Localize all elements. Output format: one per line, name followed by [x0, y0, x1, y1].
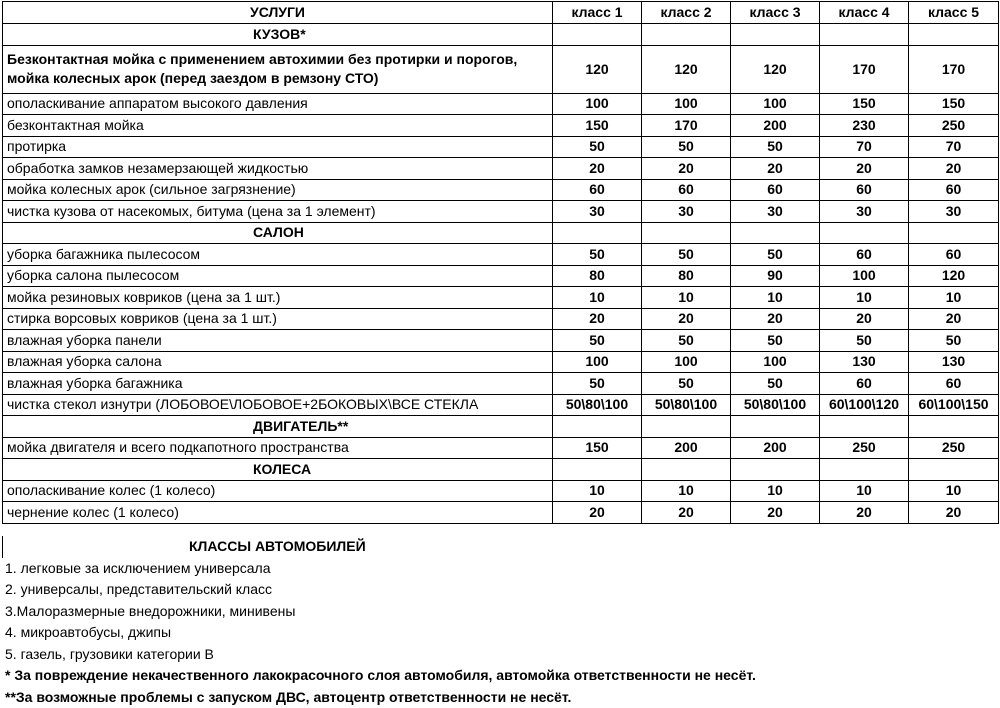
price-cell: 50 — [553, 244, 642, 266]
price-cell: 10 — [731, 480, 820, 502]
section-title: КУЗОВ* — [3, 24, 553, 46]
price-cell: 100 — [553, 351, 642, 373]
price-cell: 20 — [820, 502, 909, 524]
service-name: чернение колес (1 колесо) — [3, 502, 553, 524]
section-row — [3, 24, 999, 46]
car-class-item: 2. универсалы, представительский класс — [2, 579, 998, 601]
empty-cell — [820, 24, 909, 46]
service-row — [3, 330, 999, 352]
price-cell: 150 — [553, 437, 642, 459]
price-cell: 50 — [642, 330, 731, 352]
service-name: стирка ворсовых ковриков (цена за 1 шт.) — [3, 308, 553, 330]
service-row — [3, 502, 999, 524]
empty-cell — [909, 416, 999, 438]
service-row — [3, 179, 999, 201]
empty-cell — [820, 222, 909, 244]
service-row — [3, 351, 999, 373]
empty-cell — [731, 416, 820, 438]
price-cell: 90 — [731, 265, 820, 287]
service-row — [3, 373, 999, 395]
price-cell: 170 — [642, 115, 731, 137]
price-cell: 70 — [820, 136, 909, 158]
service-name: влажная уборка салона — [3, 351, 553, 373]
price-cell: 250 — [820, 437, 909, 459]
price-cell: 50 — [642, 373, 731, 395]
price-cell: 120 — [642, 45, 731, 93]
price-cell: 100 — [820, 265, 909, 287]
price-cell: 10 — [909, 480, 999, 502]
price-cell: 60 — [909, 373, 999, 395]
price-cell: 250 — [909, 437, 999, 459]
service-name: влажная уборка багажника — [3, 373, 553, 395]
service-name: обработка замков незамерзающей жидкостью — [3, 158, 553, 180]
service-row — [3, 136, 999, 158]
price-cell: 100 — [553, 93, 642, 115]
price-cell: 170 — [909, 45, 999, 93]
price-cell: 30 — [731, 201, 820, 223]
section-row — [3, 222, 999, 244]
price-cell: 50 — [731, 373, 820, 395]
empty-cell — [553, 24, 642, 46]
price-cell: 30 — [909, 201, 999, 223]
section-title: КОЛЕСА — [3, 459, 553, 481]
price-cell: 50 — [820, 330, 909, 352]
price-cell: 20 — [820, 158, 909, 180]
price-cell: 50\80\100 — [642, 394, 731, 416]
price-cell: 60\100\120 — [820, 394, 909, 416]
price-cell: 50 — [731, 136, 820, 158]
empty-cell — [909, 459, 999, 481]
price-cell: 80 — [642, 265, 731, 287]
service-name: уборка багажника пылесосом — [3, 244, 553, 266]
price-cell: 250 — [909, 115, 999, 137]
header-class-1: класс 1 — [553, 2, 642, 24]
price-cell: 50 — [642, 244, 731, 266]
header-class-2: класс 2 — [642, 2, 731, 24]
price-cell: 80 — [553, 265, 642, 287]
price-cell: 100 — [731, 93, 820, 115]
service-row — [3, 93, 999, 115]
car-class-item: 5. газель, грузовики категории В — [2, 644, 998, 666]
price-cell: 150 — [820, 93, 909, 115]
price-cell: 200 — [731, 437, 820, 459]
header-services: УСЛУГИ — [3, 2, 553, 24]
price-cell: 150 — [553, 115, 642, 137]
price-cell: 20 — [642, 308, 731, 330]
price-cell: 70 — [909, 136, 999, 158]
section-title: САЛОН — [3, 222, 553, 244]
price-table-body — [3, 2, 999, 524]
empty-cell — [642, 24, 731, 46]
price-cell: 60 — [731, 179, 820, 201]
price-cell: 100 — [642, 351, 731, 373]
price-cell: 130 — [909, 351, 999, 373]
service-name: ополаскивание аппаратом высокого давления — [3, 93, 553, 115]
price-cell: 10 — [553, 287, 642, 309]
price-cell: 230 — [820, 115, 909, 137]
service-row — [3, 244, 999, 266]
price-cell: 50 — [731, 330, 820, 352]
price-cell: 120 — [909, 265, 999, 287]
price-cell: 20 — [731, 158, 820, 180]
price-cell: 100 — [731, 351, 820, 373]
empty-cell — [642, 459, 731, 481]
header-row — [3, 2, 999, 24]
price-cell: 50 — [553, 136, 642, 158]
service-name: уборка салона пылесосом — [3, 265, 553, 287]
price-cell: 60 — [553, 179, 642, 201]
price-cell: 30 — [642, 201, 731, 223]
price-cell: 200 — [642, 437, 731, 459]
price-cell: 60 — [642, 179, 731, 201]
footnote-body: * За повреждение некачественного лакокрасочного слоя автомобиля, автомойка ответственности не несёт. — [2, 665, 998, 687]
header-class-4: класс 4 — [820, 2, 909, 24]
service-row — [3, 158, 999, 180]
empty-cell — [553, 459, 642, 481]
section-title: ДВИГАТЕЛЬ** — [3, 416, 553, 438]
service-name: влажная уборка панели — [3, 330, 553, 352]
service-row — [3, 265, 999, 287]
empty-cell — [820, 459, 909, 481]
service-name: чистка кузова от насекомых, битума (цена за 1 элемент) — [3, 201, 553, 223]
header-class-5: класс 5 — [909, 2, 999, 24]
price-cell: 10 — [731, 287, 820, 309]
price-cell: 20 — [909, 158, 999, 180]
empty-cell — [642, 222, 731, 244]
price-cell: 50 — [909, 330, 999, 352]
price-cell: 200 — [731, 115, 820, 137]
service-name: мойка резиновых ковриков (цена за 1 шт.) — [3, 287, 553, 309]
price-cell: 10 — [642, 480, 731, 502]
price-cell: 60\100\150 — [909, 394, 999, 416]
price-cell: 120 — [731, 45, 820, 93]
empty-cell — [909, 24, 999, 46]
empty-cell — [553, 222, 642, 244]
price-cell: 60 — [820, 244, 909, 266]
price-cell: 20 — [820, 308, 909, 330]
price-cell: 10 — [642, 287, 731, 309]
service-row — [3, 115, 999, 137]
car-class-item: 1. легковые за исключением универсала — [2, 558, 998, 580]
service-row — [3, 201, 999, 223]
price-cell: 60 — [909, 179, 999, 201]
car-class-item: 4. микроавтобусы, джипы — [2, 622, 998, 644]
price-cell: 150 — [909, 93, 999, 115]
service-row — [3, 394, 999, 416]
empty-cell — [820, 416, 909, 438]
section-row — [3, 416, 999, 438]
empty-cell — [909, 222, 999, 244]
price-table — [2, 1, 999, 524]
price-cell: 10 — [553, 480, 642, 502]
price-cell: 60 — [909, 244, 999, 266]
price-cell: 20 — [553, 502, 642, 524]
service-row — [3, 480, 999, 502]
service-name: мойка двигателя и всего подкапотного пространства — [3, 437, 553, 459]
service-row — [3, 437, 999, 459]
price-cell: 20 — [642, 502, 731, 524]
price-cell: 60 — [820, 179, 909, 201]
price-cell: 20 — [731, 502, 820, 524]
car-classes-title: КЛАССЫ АВТОМОБИЛЕЙ — [2, 536, 998, 558]
service-name: протирка — [3, 136, 553, 158]
empty-cell — [642, 416, 731, 438]
price-cell: 50\80\100 — [553, 394, 642, 416]
price-cell: 20 — [553, 308, 642, 330]
price-cell: 50 — [642, 136, 731, 158]
service-name: ополаскивание колес (1 колесо) — [3, 480, 553, 502]
price-cell: 30 — [553, 201, 642, 223]
price-cell: 50 — [731, 244, 820, 266]
price-cell: 100 — [642, 93, 731, 115]
service-row — [3, 308, 999, 330]
price-cell: 30 — [820, 201, 909, 223]
price-cell: 10 — [820, 480, 909, 502]
notes-block — [2, 536, 998, 708]
price-cell: 60 — [820, 373, 909, 395]
price-cell: 20 — [909, 308, 999, 330]
service-row — [3, 287, 999, 309]
service-name: Безконтактная мойка с применением автохимии без протирки и порогов, мойка колесных арок (перед заездом в ремзону СТО) — [3, 45, 553, 93]
empty-cell — [553, 416, 642, 438]
price-cell: 120 — [553, 45, 642, 93]
price-cell: 10 — [820, 287, 909, 309]
section-row — [3, 459, 999, 481]
price-cell: 130 — [820, 351, 909, 373]
car-class-item: 3.Малоразмерные внедорожники, минивены — [2, 601, 998, 623]
price-cell: 50 — [553, 373, 642, 395]
empty-cell — [731, 222, 820, 244]
empty-cell — [731, 24, 820, 46]
price-cell: 50 — [553, 330, 642, 352]
price-cell: 20 — [642, 158, 731, 180]
footnote-engine: **За возможные проблемы с запуском ДВС, автоцентр ответственности не несёт. — [2, 687, 998, 708]
empty-cell — [731, 459, 820, 481]
price-cell: 20 — [553, 158, 642, 180]
header-class-3: класс 3 — [731, 2, 820, 24]
service-name: мойка колесных арок (сильное загрязнение) — [3, 179, 553, 201]
service-row — [3, 45, 999, 93]
price-cell: 170 — [820, 45, 909, 93]
price-cell: 20 — [909, 502, 999, 524]
service-name: безконтактная мойка — [3, 115, 553, 137]
price-cell: 50\80\100 — [731, 394, 820, 416]
price-cell: 10 — [909, 287, 999, 309]
price-cell: 20 — [731, 308, 820, 330]
service-name: чистка стекол изнутри (ЛОБОВОЕ\ЛОБОВОЕ+2БОКОВЫХ\ВСЕ СТЕКЛА — [3, 394, 553, 416]
